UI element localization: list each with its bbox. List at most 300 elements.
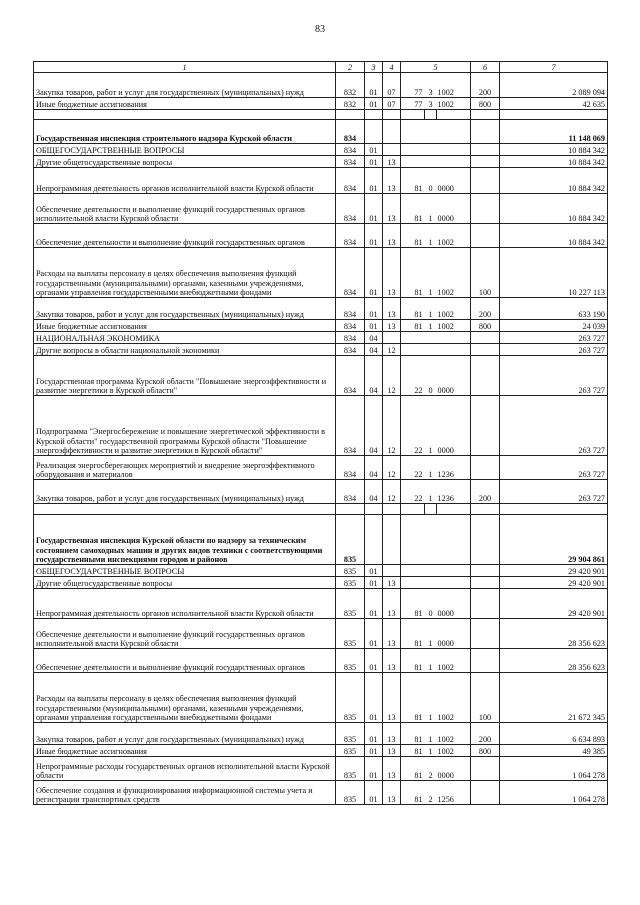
row-program-cell: 81: [401, 224, 425, 248]
header-cell: 1: [34, 62, 336, 73]
empty-cell: [401, 110, 425, 120]
row-direction-cell: [437, 120, 471, 144]
row-direction-cell: [437, 515, 471, 565]
row-subprogram-cell: 2: [425, 781, 437, 805]
row-ministry-code-cell: 835: [336, 589, 365, 619]
row-name-cell: Обеспечение деятельности и выполнение функций государственных органов: [34, 649, 336, 673]
empty-cell: [34, 504, 336, 515]
row-amount-cell: 49 385: [500, 745, 608, 757]
row-amount-cell: 10 227 113: [500, 248, 608, 298]
row-expense-type-cell: 800: [471, 745, 500, 757]
table-row: [34, 320, 608, 332]
row-expense-type-cell: [471, 781, 500, 805]
row-name-cell: Обеспечение создания и функционирования информационной системы учета и регистрации транспортных средств: [34, 781, 336, 805]
row-ministry-code-cell: 832: [336, 98, 365, 110]
row-program-cell: [401, 120, 425, 144]
row-program-cell: 81: [401, 589, 425, 619]
table-row: [34, 515, 608, 565]
row-direction-cell: [437, 565, 471, 577]
row-ministry-code-cell: 834: [336, 480, 365, 504]
table-row: [34, 356, 608, 396]
row-subprogram-cell: 1: [425, 480, 437, 504]
row-expense-type-cell: [471, 144, 500, 156]
empty-cell: [437, 504, 471, 515]
row-expense-type-cell: [471, 619, 500, 649]
row-subprogram-cell: 2: [425, 757, 437, 781]
row-program-cell: 81: [401, 194, 425, 224]
row-expense-type-cell: 200: [471, 723, 500, 745]
row-ministry-code-cell: 835: [336, 577, 365, 589]
table-row: [34, 332, 608, 344]
row-name-cell: Другие общегосударственные вопросы: [34, 577, 336, 589]
row-amount-cell: 28 356 623: [500, 619, 608, 649]
row-subprogram-cell: [425, 577, 437, 589]
row-section-cell: 01: [365, 168, 383, 194]
row-subprogram-cell: [425, 144, 437, 156]
row-amount-cell: 263 727: [500, 356, 608, 396]
row-program-cell: [401, 515, 425, 565]
row-section-cell: 01: [365, 619, 383, 649]
row-subsection-cell: 13: [383, 168, 401, 194]
row-expense-type-cell: 800: [471, 320, 500, 332]
row-expense-type-cell: [471, 565, 500, 577]
row-expense-type-cell: 100: [471, 673, 500, 723]
row-amount-cell: 21 672 345: [500, 673, 608, 723]
row-direction-cell: 1002: [437, 745, 471, 757]
row-direction-cell: 0000: [437, 168, 471, 194]
row-ministry-code-cell: 834: [336, 456, 365, 480]
row-expense-type-cell: [471, 120, 500, 144]
row-expense-type-cell: [471, 757, 500, 781]
row-subprogram-cell: 1: [425, 723, 437, 745]
row-amount-cell: 10 884 342: [500, 156, 608, 168]
row-program-cell: 81: [401, 248, 425, 298]
row-amount-cell: 10 884 342: [500, 224, 608, 248]
row-expense-type-cell: [471, 168, 500, 194]
table-row: [34, 577, 608, 589]
header-cell: 6: [471, 62, 500, 73]
row-direction-cell: 1002: [437, 98, 471, 110]
row-subsection-cell: 13: [383, 156, 401, 168]
row-ministry-code-cell: 834: [336, 396, 365, 456]
row-name-cell: Другие вопросы в области национальной экономики: [34, 344, 336, 356]
row-section-cell: 01: [365, 723, 383, 745]
row-subprogram-cell: 1: [425, 194, 437, 224]
table-row: [34, 781, 608, 805]
row-direction-cell: [437, 344, 471, 356]
table-row: [34, 619, 608, 649]
row-ministry-code-cell: 835: [336, 515, 365, 565]
row-section-cell: 01: [365, 248, 383, 298]
empty-cell: [471, 110, 500, 120]
row-program-cell: 81: [401, 673, 425, 723]
row-section-cell: 04: [365, 396, 383, 456]
row-subprogram-cell: 0: [425, 589, 437, 619]
row-amount-cell: 29 420 901: [500, 565, 608, 577]
row-direction-cell: 0000: [437, 396, 471, 456]
table-row: [34, 120, 608, 144]
row-ministry-code-cell: 834: [336, 224, 365, 248]
row-subsection-cell: 12: [383, 480, 401, 504]
table-row: [34, 589, 608, 619]
empty-cell: [471, 504, 500, 515]
table-row: [34, 98, 608, 110]
row-amount-cell: 1 064 278: [500, 757, 608, 781]
row-direction-cell: 0000: [437, 356, 471, 396]
row-section-cell: [365, 515, 383, 565]
row-subsection-cell: 13: [383, 194, 401, 224]
row-name-cell: Расходы на выплаты персоналу в целях обеспечения выполнения функций государственными (муниципальными) органами, казенными учреждениями, органами управления государственными внебюджетными фондами: [34, 248, 336, 298]
row-program-cell: 81: [401, 649, 425, 673]
row-direction-cell: 1002: [437, 649, 471, 673]
row-name-cell: Государственная инспекция строительного надзора Курской области: [34, 120, 336, 144]
table-row: [34, 649, 608, 673]
row-name-cell: Расходы на выплаты персоналу в целях обеспечения выполнения функций государственными (муниципальными) органами, казенными учреждениями, органами управления государственными внебюджетными фондами: [34, 673, 336, 723]
row-section-cell: 01: [365, 144, 383, 156]
empty-cell: [401, 504, 425, 515]
row-subprogram-cell: [425, 344, 437, 356]
row-direction-cell: 1236: [437, 456, 471, 480]
table-row: [34, 396, 608, 456]
row-program-cell: 81: [401, 320, 425, 332]
row-direction-cell: 0000: [437, 194, 471, 224]
row-section-cell: 01: [365, 745, 383, 757]
row-amount-cell: 10 884 342: [500, 194, 608, 224]
table-row: [34, 298, 608, 320]
row-program-cell: 81: [401, 723, 425, 745]
row-subsection-cell: 13: [383, 320, 401, 332]
table-row: [34, 73, 608, 98]
row-subprogram-cell: 3: [425, 73, 437, 98]
row-subprogram-cell: 1: [425, 456, 437, 480]
row-direction-cell: [437, 144, 471, 156]
row-amount-cell: 633 190: [500, 298, 608, 320]
row-subsection-cell: 13: [383, 589, 401, 619]
row-direction-cell: [437, 332, 471, 344]
row-subprogram-cell: [425, 515, 437, 565]
row-section-cell: 04: [365, 456, 383, 480]
row-name-cell: Государственная программа Курской области "Повышение энергоэффективности и развитие энергетики в Курской области": [34, 356, 336, 396]
row-name-cell: Закупка товаров, работ и услуг для государственных (муниципальных) нужд: [34, 723, 336, 745]
row-amount-cell: 10 884 342: [500, 168, 608, 194]
table-row: [34, 456, 608, 480]
row-name-cell: Реализация энергосберегающих мероприятий и внедрение энергоэффективного оборудования и материалов: [34, 456, 336, 480]
row-subsection-cell: 13: [383, 298, 401, 320]
empty-cell: [383, 504, 401, 515]
empty-cell: [336, 504, 365, 515]
row-section-cell: 01: [365, 757, 383, 781]
empty-cell: [500, 504, 608, 515]
row-subsection-cell: 13: [383, 224, 401, 248]
row-expense-type-cell: [471, 589, 500, 619]
table-row: [34, 745, 608, 757]
row-program-cell: [401, 577, 425, 589]
row-subsection-cell: 12: [383, 396, 401, 456]
row-amount-cell: 2 089 094: [500, 73, 608, 98]
row-name-cell: Подпрограмма "Энергосбережение и повышение энергетической эффективности в Курской области" государственной программы Курской области "Повышение энергоэффективности и развитие энергетики в Курской области": [34, 396, 336, 456]
row-subprogram-cell: [425, 120, 437, 144]
empty-cell: [34, 110, 336, 120]
row-ministry-code-cell: 834: [336, 168, 365, 194]
table-row: [34, 565, 608, 577]
row-ministry-code-cell: 835: [336, 649, 365, 673]
row-direction-cell: 0000: [437, 619, 471, 649]
row-direction-cell: 0000: [437, 589, 471, 619]
row-section-cell: 04: [365, 344, 383, 356]
row-expense-type-cell: 100: [471, 248, 500, 298]
row-amount-cell: 263 727: [500, 480, 608, 504]
row-program-cell: 77: [401, 98, 425, 110]
row-ministry-code-cell: 834: [336, 194, 365, 224]
row-program-cell: [401, 156, 425, 168]
empty-cell: [365, 110, 383, 120]
row-subprogram-cell: [425, 332, 437, 344]
row-subsection-cell: 13: [383, 673, 401, 723]
row-program-cell: 22: [401, 480, 425, 504]
row-section-cell: 01: [365, 98, 383, 110]
header-row: [34, 62, 608, 73]
row-ministry-code-cell: 834: [336, 248, 365, 298]
row-ministry-code-cell: 834: [336, 344, 365, 356]
row-section-cell: 01: [365, 73, 383, 98]
row-name-cell: Закупка товаров, работ и услуг для государственных (муниципальных) нужд: [34, 73, 336, 98]
row-name-cell: Обеспечение деятельности и выполнение функций государственных органов исполнительной власти Курской области: [34, 194, 336, 224]
row-subsection-cell: 07: [383, 73, 401, 98]
row-program-cell: [401, 565, 425, 577]
row-amount-cell: 1 064 278: [500, 781, 608, 805]
row-ministry-code-cell: 832: [336, 73, 365, 98]
row-amount-cell: 263 727: [500, 456, 608, 480]
header-cell: 2: [336, 62, 365, 73]
row-amount-cell: 29 420 901: [500, 589, 608, 619]
row-program-cell: 22: [401, 356, 425, 396]
row-subsection-cell: [383, 120, 401, 144]
row-program-cell: [401, 332, 425, 344]
table-row: [34, 156, 608, 168]
table-row: [34, 673, 608, 723]
row-ministry-code-cell: 835: [336, 673, 365, 723]
row-section-cell: 01: [365, 156, 383, 168]
row-ministry-code-cell: 834: [336, 320, 365, 332]
row-amount-cell: 263 727: [500, 332, 608, 344]
row-ministry-code-cell: 834: [336, 332, 365, 344]
row-section-cell: [365, 120, 383, 144]
row-name-cell: Другие общегосударственные вопросы: [34, 156, 336, 168]
row-name-cell: Иные бюджетные ассигнования: [34, 745, 336, 757]
row-ministry-code-cell: 834: [336, 298, 365, 320]
table-row: [34, 248, 608, 298]
row-ministry-code-cell: 834: [336, 120, 365, 144]
table-row: [34, 168, 608, 194]
row-section-cell: 01: [365, 577, 383, 589]
row-section-cell: 01: [365, 673, 383, 723]
header-cell: 3: [365, 62, 383, 73]
row-section-cell: 04: [365, 332, 383, 344]
row-subsection-cell: [383, 565, 401, 577]
row-subsection-cell: 07: [383, 98, 401, 110]
row-ministry-code-cell: 835: [336, 723, 365, 745]
row-section-cell: 04: [365, 356, 383, 396]
row-section-cell: 01: [365, 589, 383, 619]
empty-cell: [437, 110, 471, 120]
row-name-cell: Непрограммные расходы государственных органов исполнительной власти Курской области: [34, 757, 336, 781]
row-program-cell: 81: [401, 619, 425, 649]
row-subsection-cell: 12: [383, 356, 401, 396]
row-ministry-code-cell: 834: [336, 356, 365, 396]
row-name-cell: НАЦИОНАЛЬНАЯ ЭКОНОМИКА: [34, 332, 336, 344]
row-ministry-code-cell: 835: [336, 757, 365, 781]
row-subprogram-cell: 1: [425, 649, 437, 673]
budget-table: [33, 61, 608, 805]
row-name-cell: Иные бюджетные ассигнования: [34, 320, 336, 332]
row-direction-cell: 1002: [437, 320, 471, 332]
row-subsection-cell: 13: [383, 248, 401, 298]
row-amount-cell: 263 727: [500, 396, 608, 456]
row-section-cell: 04: [365, 480, 383, 504]
row-amount-cell: 24 039: [500, 320, 608, 332]
row-amount-cell: 28 356 623: [500, 649, 608, 673]
row-expense-type-cell: 200: [471, 480, 500, 504]
row-amount-cell: 10 884 342: [500, 144, 608, 156]
header-cell: 5: [401, 62, 471, 73]
row-program-cell: 81: [401, 757, 425, 781]
row-amount-cell: 42 635: [500, 98, 608, 110]
row-subprogram-cell: [425, 156, 437, 168]
empty-cell: [336, 110, 365, 120]
row-ministry-code-cell: 835: [336, 565, 365, 577]
row-name-cell: ОБЩЕГОСУДАРСТВЕННЫЕ ВОПРОСЫ: [34, 144, 336, 156]
row-expense-type-cell: [471, 396, 500, 456]
row-expense-type-cell: [471, 194, 500, 224]
row-name-cell: Непрограммная деятельность органов исполнительной власти Курской области: [34, 168, 336, 194]
row-name-cell: Иные бюджетные ассигнования: [34, 98, 336, 110]
row-expense-type-cell: 200: [471, 298, 500, 320]
row-section-cell: 01: [365, 298, 383, 320]
header-cell: 7: [500, 62, 608, 73]
row-direction-cell: 1256: [437, 781, 471, 805]
row-direction-cell: 1002: [437, 224, 471, 248]
row-expense-type-cell: [471, 332, 500, 344]
row-direction-cell: 1002: [437, 248, 471, 298]
row-section-cell: 01: [365, 565, 383, 577]
row-program-cell: 81: [401, 298, 425, 320]
row-direction-cell: 0000: [437, 757, 471, 781]
row-expense-type-cell: 800: [471, 98, 500, 110]
row-amount-cell: 29 420 901: [500, 577, 608, 589]
row-name-cell: ОБЩЕГОСУДАРСТВЕННЫЕ ВОПРОСЫ: [34, 565, 336, 577]
row-ministry-code-cell: 835: [336, 781, 365, 805]
table-row: [34, 224, 608, 248]
empty-cell: [425, 504, 437, 515]
row-expense-type-cell: [471, 649, 500, 673]
row-subprogram-cell: 1: [425, 320, 437, 332]
table-row: [34, 723, 608, 745]
row-section-cell: 01: [365, 320, 383, 332]
row-name-cell: Непрограммная деятельность органов исполнительной власти Курской области: [34, 589, 336, 619]
row-subsection-cell: 13: [383, 619, 401, 649]
empty-cell: [383, 110, 401, 120]
row-program-cell: [401, 144, 425, 156]
row-subprogram-cell: 3: [425, 98, 437, 110]
table-row: [34, 144, 608, 156]
row-program-cell: 81: [401, 781, 425, 805]
row-program-cell: 22: [401, 396, 425, 456]
row-direction-cell: 1002: [437, 298, 471, 320]
row-subprogram-cell: 1: [425, 396, 437, 456]
row-subprogram-cell: [425, 565, 437, 577]
row-program-cell: [401, 344, 425, 356]
row-subprogram-cell: 1: [425, 248, 437, 298]
row-direction-cell: 1002: [437, 723, 471, 745]
row-direction-cell: 1002: [437, 673, 471, 723]
table-row: [34, 194, 608, 224]
row-subsection-cell: 12: [383, 456, 401, 480]
row-ministry-code-cell: 834: [336, 156, 365, 168]
row-amount-cell: 263 727: [500, 344, 608, 356]
row-amount-cell: 29 904 861: [500, 515, 608, 565]
row-section-cell: 01: [365, 194, 383, 224]
row-subsection-cell: 12: [383, 344, 401, 356]
row-ministry-code-cell: 835: [336, 619, 365, 649]
row-section-cell: 01: [365, 649, 383, 673]
row-ministry-code-cell: 835: [336, 745, 365, 757]
empty-cell: [500, 110, 608, 120]
table-row: [34, 480, 608, 504]
row-subsection-cell: 13: [383, 723, 401, 745]
row-subprogram-cell: 0: [425, 168, 437, 194]
row-direction-cell: [437, 577, 471, 589]
row-subsection-cell: 13: [383, 757, 401, 781]
row-program-cell: 22: [401, 456, 425, 480]
row-name-cell: Государственная инспекция Курской области по надзору за техническим состоянием самоходных машин и других видов техники с соответствующими государственными инспекциями городов и районов: [34, 515, 336, 565]
empty-cell: [425, 110, 437, 120]
row-subsection-cell: 13: [383, 781, 401, 805]
spacer-row: [34, 504, 608, 515]
row-subsection-cell: [383, 144, 401, 156]
row-direction-cell: 1236: [437, 480, 471, 504]
row-name-cell: Закупка товаров, работ и услуг для государственных (муниципальных) нужд: [34, 480, 336, 504]
row-program-cell: 81: [401, 168, 425, 194]
row-program-cell: 81: [401, 745, 425, 757]
row-expense-type-cell: [471, 224, 500, 248]
row-expense-type-cell: [471, 577, 500, 589]
row-expense-type-cell: [471, 515, 500, 565]
row-subprogram-cell: 1: [425, 224, 437, 248]
row-subprogram-cell: 1: [425, 619, 437, 649]
row-section-cell: 01: [365, 224, 383, 248]
row-subsection-cell: 13: [383, 577, 401, 589]
spacer-row: [34, 110, 608, 120]
row-subprogram-cell: 1: [425, 673, 437, 723]
row-expense-type-cell: [471, 344, 500, 356]
row-subprogram-cell: 0: [425, 356, 437, 396]
row-subprogram-cell: 1: [425, 298, 437, 320]
row-expense-type-cell: [471, 456, 500, 480]
row-subsection-cell: 13: [383, 745, 401, 757]
row-direction-cell: 1002: [437, 73, 471, 98]
row-program-cell: 77: [401, 73, 425, 98]
row-subsection-cell: [383, 332, 401, 344]
row-subprogram-cell: 1: [425, 745, 437, 757]
header-cell: 4: [383, 62, 401, 73]
row-expense-type-cell: [471, 156, 500, 168]
row-amount-cell: 6 634 893: [500, 723, 608, 745]
row-expense-type-cell: [471, 356, 500, 396]
empty-cell: [365, 504, 383, 515]
row-name-cell: Закупка товаров, работ и услуг для государственных (муниципальных) нужд: [34, 298, 336, 320]
row-subsection-cell: 13: [383, 649, 401, 673]
row-amount-cell: 11 148 069: [500, 120, 608, 144]
